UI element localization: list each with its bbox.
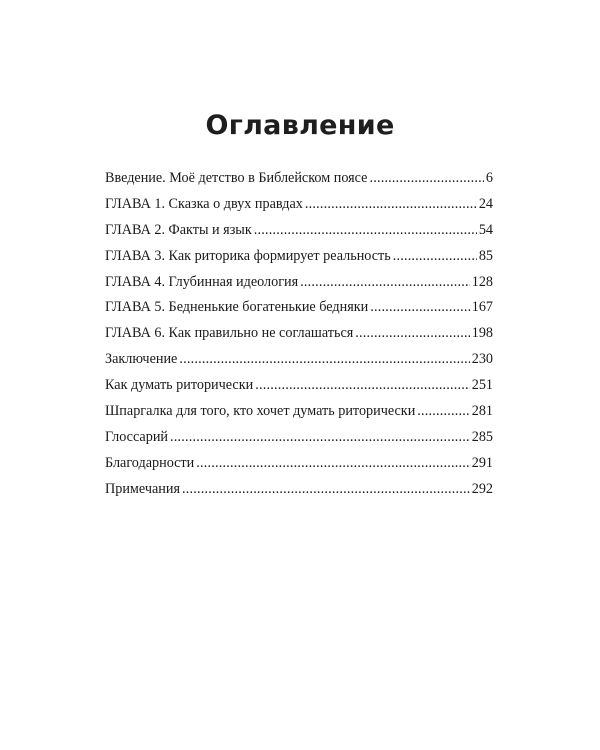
dot-leader — [305, 196, 477, 213]
dot-leader — [393, 248, 477, 265]
table-of-contents — [105, 170, 493, 507]
dot-leader — [417, 403, 469, 420]
toc-entry-title: Примечания — [105, 480, 180, 497]
toc-page-number: 167 — [471, 299, 493, 316]
toc-entry-title: Как думать риторически — [105, 377, 254, 394]
dot-leader — [300, 274, 470, 291]
toc-entry-title: ГЛАВА 3. Как риторика формирует реальность — [105, 247, 391, 264]
toc-entry-title: Глоссарий — [105, 428, 169, 445]
dot-leader — [179, 351, 469, 368]
toc-page-number: 285 — [471, 428, 493, 445]
dot-leader — [369, 170, 483, 187]
dot-leader — [370, 299, 469, 316]
toc-entry-title: ГЛАВА 1. Сказка о двух правдах — [105, 195, 303, 212]
dot-leader — [182, 481, 470, 498]
toc-page-number: 281 — [471, 403, 493, 420]
toc-entry-how-to-think — [105, 377, 493, 403]
toc-entry-title: ГЛАВА 4. Глубинная идеология — [105, 273, 299, 290]
toc-page-number: 292 — [471, 480, 493, 497]
dot-leader — [355, 325, 469, 342]
toc-entry-chapter-3 — [105, 248, 493, 274]
toc-entry-chapter-1 — [105, 196, 493, 222]
toc-entry-title: ГЛАВА 6. Как правильно не соглашаться — [105, 325, 354, 342]
toc-page-number: 24 — [478, 195, 493, 212]
toc-entry-introduction — [105, 170, 493, 196]
dot-leader — [254, 222, 477, 239]
page-title: Оглавление — [205, 110, 395, 142]
toc-entry-chapter-2 — [105, 222, 493, 248]
toc-entry-title: Благодарности — [105, 454, 195, 471]
toc-page-number: 128 — [471, 273, 493, 290]
toc-entry-acknowledgments — [105, 455, 493, 481]
dot-leader — [170, 429, 470, 446]
toc-page-number: 230 — [471, 351, 493, 368]
dot-leader — [196, 455, 469, 472]
toc-entry-title: Шпаргалка для того, кто хочет думать риторически — [105, 403, 416, 420]
toc-entry-chapter-5 — [105, 299, 493, 325]
toc-page-number: 6 — [485, 170, 493, 186]
toc-entry-chapter-4 — [105, 274, 493, 300]
toc-entry-notes — [105, 481, 493, 507]
toc-entry-title: ГЛАВА 2. Факты и язык — [105, 221, 252, 238]
toc-page-number: 198 — [471, 325, 493, 342]
toc-entry-chapter-6 — [105, 325, 493, 351]
toc-entry-title: Заключение — [105, 351, 178, 368]
toc-entry-title: Введение. Моё детство в Библейском поясе — [105, 170, 368, 186]
toc-page-number: 251 — [471, 377, 493, 394]
toc-page-number: 54 — [478, 221, 493, 238]
toc-entry-title: ГЛАВА 5. Бедненькие богатенькие бедняки — [105, 299, 369, 316]
toc-page-number: 85 — [478, 247, 493, 264]
toc-entry-glossary — [105, 429, 493, 455]
toc-page-number: 291 — [471, 454, 493, 471]
dot-leader — [255, 377, 470, 394]
toc-entry-cheat-sheet — [105, 403, 493, 429]
toc-entry-conclusion — [105, 351, 493, 377]
